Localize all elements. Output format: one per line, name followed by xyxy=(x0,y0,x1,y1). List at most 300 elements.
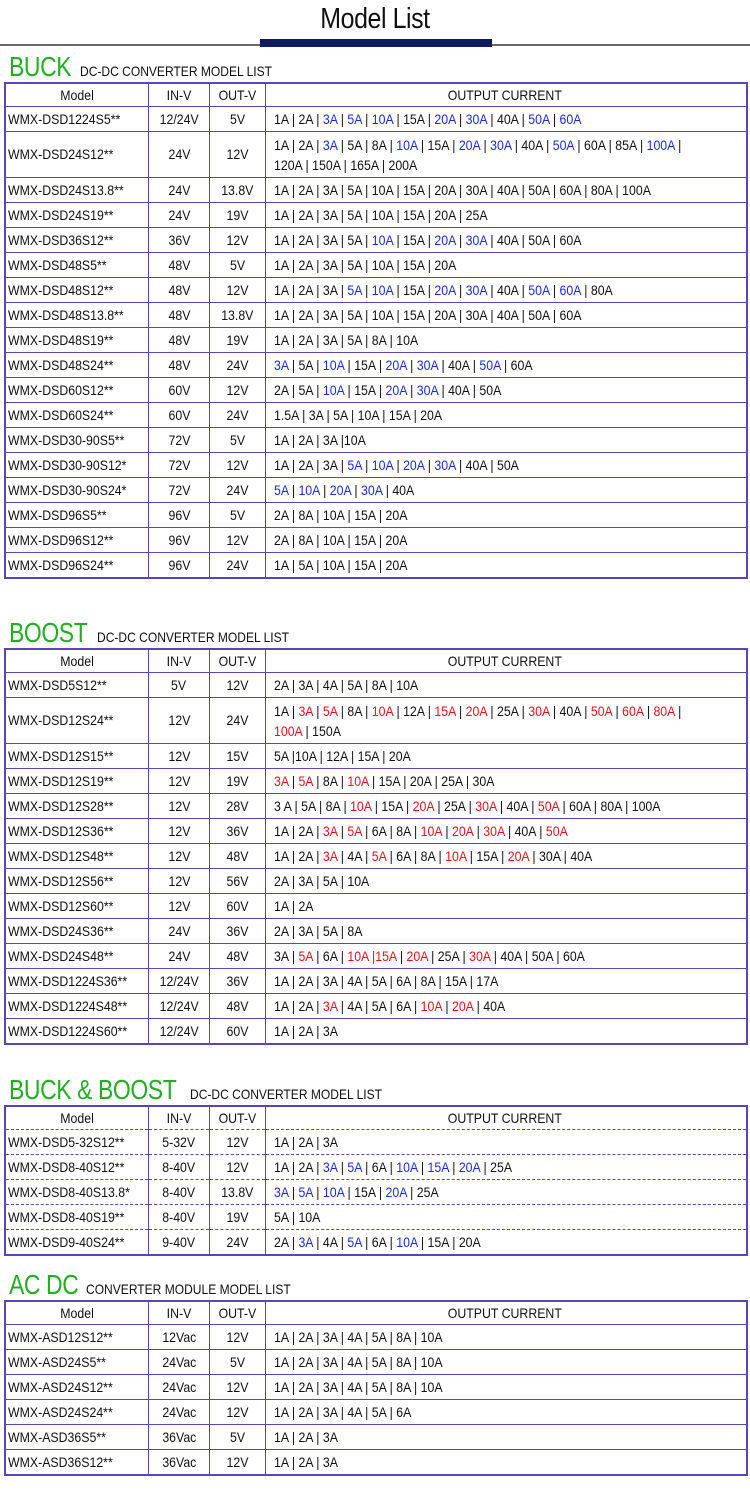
input-voltage-cell-text: 5V xyxy=(171,676,187,693)
output-voltage-cell-text: 5V xyxy=(229,110,246,127)
current-value: 25A xyxy=(416,1183,439,1200)
output-voltage-cell-text: 12V xyxy=(226,231,249,248)
output-current-cell xyxy=(266,1325,748,1350)
output-current-cell xyxy=(266,428,748,453)
current-value: 4A xyxy=(347,997,362,1014)
current-value: 3 A xyxy=(274,797,292,814)
boost-section xyxy=(0,616,750,1045)
output-current-list: 5A | 10A | 20A | 30A | 40A xyxy=(274,481,415,498)
input-voltage-cell xyxy=(149,378,210,403)
header-model xyxy=(5,1301,149,1325)
current-value: 10A xyxy=(371,306,394,323)
current-value: 10A xyxy=(371,206,394,223)
current-value: 15A xyxy=(403,306,425,323)
current-value-highlighted: 10A xyxy=(420,822,442,839)
model-cell xyxy=(5,769,149,794)
model-cell-text: WMX-DSD12S48** xyxy=(8,847,114,864)
current-value-highlighted: 10A |15A xyxy=(347,947,397,964)
current-value-highlighted: 30A xyxy=(361,481,383,498)
input-voltage-cell-text: 12V xyxy=(168,712,190,728)
current-value: 2A xyxy=(298,1378,313,1395)
current-value: 15A xyxy=(403,281,425,298)
model-cell xyxy=(5,328,149,353)
model-cell xyxy=(5,503,149,528)
output-voltage-cell xyxy=(210,203,266,228)
input-voltage-cell-text: 36Vac xyxy=(161,1428,197,1445)
input-voltage-cell xyxy=(149,503,210,528)
current-value: 5A xyxy=(298,356,313,373)
output-voltage-cell-text: 12V xyxy=(226,1328,249,1345)
model-cell xyxy=(5,744,149,769)
table-row xyxy=(5,1425,747,1450)
model-cell xyxy=(5,819,149,844)
input-voltage-cell xyxy=(149,428,210,453)
model-cell xyxy=(5,1375,149,1400)
table-row xyxy=(5,528,747,553)
output-voltage-cell xyxy=(210,819,266,844)
current-value: 2A xyxy=(298,1022,313,1039)
input-voltage-cell-text: 96V xyxy=(168,556,190,573)
model-cell-text: WMX-DSD12S60** xyxy=(8,897,114,914)
current-value: 1A xyxy=(274,1328,289,1345)
output-voltage-cell xyxy=(210,1450,266,1476)
output-voltage-cell-text: 48V xyxy=(226,997,249,1014)
current-value: 1A xyxy=(274,1378,289,1395)
model-cell xyxy=(5,1230,149,1256)
model-cell-text: WMX-DSD30-90S24* xyxy=(8,481,127,498)
current-value: 5A xyxy=(371,1378,387,1395)
current-value: 5A |10A xyxy=(274,747,317,764)
current-value-highlighted: 30A xyxy=(528,703,550,719)
current-value-highlighted: 10A xyxy=(298,481,320,498)
model-cell xyxy=(5,107,149,132)
header-out-v-text: OUT-V xyxy=(218,86,257,103)
input-voltage-cell xyxy=(149,203,210,228)
output-current-list: 3A | 5A | 8A | 10A | 15A | 20A | 25A | 30A xyxy=(274,772,495,789)
output-current-list: 1A | 2A | 3A xyxy=(274,1428,338,1445)
output-voltage-cell-text: 19V xyxy=(226,331,249,348)
output-voltage-cell-text: 24V xyxy=(226,1233,249,1250)
current-value: 3A xyxy=(322,206,338,223)
input-voltage-cell xyxy=(149,328,210,353)
current-value: 5A xyxy=(347,306,362,323)
output-voltage-cell xyxy=(210,278,266,303)
model-cell-text: WMX-DSD12S19** xyxy=(8,772,114,789)
current-value: 2A xyxy=(298,1453,313,1470)
output-current-list: 3A | 5A | 10A | 15A | 20A | 25A xyxy=(274,1183,439,1200)
output-voltage-cell-text: 13.8V xyxy=(221,181,254,198)
output-current-cell xyxy=(266,378,748,403)
output-current-cell xyxy=(266,1400,748,1425)
output-current-cell xyxy=(266,453,748,478)
model-cell xyxy=(5,698,149,744)
current-value: 40A xyxy=(559,703,581,719)
output-voltage-cell xyxy=(210,1155,266,1180)
current-value: 1A xyxy=(274,1133,289,1150)
output-voltage-cell xyxy=(210,869,266,894)
output-current-cell xyxy=(266,132,748,178)
current-value-highlighted: 3A xyxy=(322,847,338,864)
output-voltage-cell-text: 24V xyxy=(226,406,249,423)
model-cell xyxy=(5,303,149,328)
output-voltage-cell-text: 36V xyxy=(226,922,249,939)
header-output-current-text: OUTPUT CURRENT xyxy=(447,86,563,103)
current-value: 40A xyxy=(570,847,593,864)
current-value: 8A xyxy=(322,772,338,789)
output-current-list: 2A | 3A | 4A | 5A | 6A | 10A | 15A | 20A xyxy=(274,1233,481,1250)
current-value: 3A xyxy=(322,972,338,989)
output-current-cell xyxy=(266,278,748,303)
current-value: 3A xyxy=(322,1328,338,1345)
output-voltage-cell-text: 60V xyxy=(226,1022,249,1039)
input-voltage-cell-text: 12/24V xyxy=(159,972,199,989)
model-cell xyxy=(5,528,149,553)
input-voltage-cell-text: 96V xyxy=(168,506,190,523)
table-row xyxy=(5,744,747,769)
current-value: 2A xyxy=(298,281,313,298)
input-voltage-cell-text: 48V xyxy=(168,281,190,298)
current-value: 40A xyxy=(496,281,519,298)
output-voltage-cell-text: 15V xyxy=(226,747,249,764)
output-current-list: 3A | 5A | 10A | 15A | 20A | 30A | 40A | 50A | 60A xyxy=(274,356,533,373)
header-in-v xyxy=(149,83,210,107)
output-voltage-cell xyxy=(210,769,266,794)
table-header-row xyxy=(5,83,747,107)
model-cell-text: WMX-DSD48S24** xyxy=(8,356,114,373)
model-cell xyxy=(5,453,149,478)
output-current-list: 1.5A | 3A | 5A | 10A | 15A | 20A xyxy=(274,406,443,423)
current-value: 25A xyxy=(465,206,488,223)
buck-and-boost-heading-subtitle: DC-DC CONVERTER MODEL LIST xyxy=(190,1086,382,1102)
output-voltage-cell xyxy=(210,1400,266,1425)
current-value-highlighted: 100A xyxy=(274,723,303,739)
current-value: 5A xyxy=(298,556,313,573)
current-value: 50A xyxy=(496,456,519,473)
output-current-cell xyxy=(266,1205,748,1230)
table-row xyxy=(5,1325,747,1350)
current-value: 1A xyxy=(274,137,289,153)
current-value-highlighted: 10A xyxy=(396,137,418,153)
output-voltage-cell xyxy=(210,994,266,1019)
current-value: 15A xyxy=(445,972,467,989)
model-cell-text: WMX-DSD12S36** xyxy=(8,822,114,839)
input-voltage-cell xyxy=(149,1019,210,1045)
output-voltage-cell xyxy=(210,228,266,253)
output-current-list: 1A | 2A | 3A | 5A | 6A | 8A | 10A | 20A | 30A | 40A | 50A xyxy=(274,822,568,839)
ac-dc-heading xyxy=(0,1268,750,1300)
model-cell-text: WMX-DSD24S13.8** xyxy=(8,181,124,198)
output-current-list: 1A | 2A | 3A | 5A | 10A | 15A | 20A | 30A | 40A | 50A | 60A xyxy=(274,231,582,248)
current-value: 8A xyxy=(396,1353,411,1370)
table-row xyxy=(5,553,747,579)
output-voltage-cell-text: 12V xyxy=(226,1133,249,1150)
current-value: 50A xyxy=(528,231,550,248)
output-voltage-cell xyxy=(210,1130,266,1155)
current-value: 10A xyxy=(357,406,379,423)
current-value: 5A xyxy=(371,1328,387,1345)
current-value: 20A xyxy=(458,1233,481,1250)
current-value: 3A xyxy=(308,406,324,423)
model-cell xyxy=(5,132,149,178)
current-value-highlighted: 30A xyxy=(434,456,456,473)
current-value: 40A xyxy=(448,356,470,373)
output-current-list: 1A | 2A | 3A | 5A | 10A | 15A | 20A | 25A xyxy=(274,206,488,223)
current-value: 60A xyxy=(559,181,581,198)
current-value-highlighted: 20A xyxy=(458,1158,481,1175)
current-value: 4A xyxy=(322,1233,338,1250)
output-current-list: 3 A | 5A | 8A | 10A | 15A | 20A | 25A | 30A | 40A | 50A | 60A | 80A | 100A xyxy=(274,797,661,814)
current-value: 5A xyxy=(298,381,313,398)
current-value-highlighted: 30A xyxy=(469,947,491,964)
header-model-text: Model xyxy=(60,1304,94,1321)
output-current-list: 1A | 2A | 3A | 5A | 10A | 15A | 20A | 30A | 40A | 50A | 60A | 80A xyxy=(274,281,613,298)
current-value-highlighted: 50A xyxy=(552,137,574,153)
output-voltage-cell-text: 12V xyxy=(226,676,249,693)
current-value: 10A xyxy=(371,181,394,198)
current-value: 3A xyxy=(322,456,338,473)
current-value: 1A xyxy=(274,181,289,198)
model-cell-text: WMX-DSD30-90S12* xyxy=(8,456,127,473)
current-value: 4A xyxy=(347,1328,362,1345)
model-cell xyxy=(5,403,149,428)
header-output-current-text: OUTPUT CURRENT xyxy=(447,1109,563,1126)
output-current-cell xyxy=(266,1155,748,1180)
table-row xyxy=(5,503,747,528)
current-value-highlighted: 3A xyxy=(274,356,289,373)
current-value: 2A xyxy=(298,972,313,989)
current-value-highlighted: 20A xyxy=(329,481,351,498)
header-out-v-text: OUT-V xyxy=(218,1109,257,1126)
output-current-cell xyxy=(266,1375,748,1400)
output-current-cell xyxy=(266,794,748,819)
current-value-highlighted: 5A xyxy=(298,1183,313,1200)
input-voltage-cell-text: 72V xyxy=(168,456,190,473)
table-header-row xyxy=(5,1106,747,1130)
model-cell xyxy=(5,1350,149,1375)
current-value-highlighted: 5A xyxy=(298,947,313,964)
model-cell-text: WMX-DSD1224S5** xyxy=(8,110,121,127)
current-value-highlighted: 3A xyxy=(274,772,289,789)
input-voltage-cell xyxy=(149,178,210,203)
current-value: 40A xyxy=(496,110,519,127)
output-voltage-cell-text: 5V xyxy=(229,256,246,273)
table-row xyxy=(5,698,747,744)
output-voltage-cell xyxy=(210,944,266,969)
model-cell-text: WMX-DSD24S36** xyxy=(8,922,114,939)
current-value-highlighted: 10A xyxy=(371,281,394,298)
model-cell-text: WMX-DSD12S15** xyxy=(8,747,114,764)
output-current-list: 1A | 5A | 10A | 15A | 20A xyxy=(274,556,408,573)
current-value: 3A |10A xyxy=(322,431,366,448)
current-value: 15A xyxy=(354,531,376,548)
current-value-highlighted: 20A xyxy=(451,822,474,839)
current-value: 3A xyxy=(322,1453,338,1470)
current-value: 3A xyxy=(298,676,313,693)
current-value-highlighted: 5A xyxy=(322,703,338,719)
table-row xyxy=(5,478,747,503)
current-value: 1A xyxy=(274,306,289,323)
output-current-list: 1A | 2A | 3A | 4A | 5A | 8A | 10A xyxy=(274,1353,443,1370)
input-voltage-cell-text: 24Vac xyxy=(161,1378,197,1395)
output-current-list: 1A | 2A | 3A xyxy=(274,1453,338,1470)
current-value: 5A xyxy=(301,797,316,814)
current-value: 1A xyxy=(274,972,289,989)
output-voltage-cell-text: 12V xyxy=(226,1378,249,1395)
current-value: 2A xyxy=(274,676,289,693)
output-current-list: 1A | 2A | 3A | 4A | 5A | 6A | 10A | 20A | 40A xyxy=(274,997,506,1014)
current-value-highlighted: 15A xyxy=(427,1158,449,1175)
current-value: 15A xyxy=(354,356,376,373)
input-voltage-cell xyxy=(149,769,210,794)
current-value: 20A xyxy=(434,206,456,223)
current-value-highlighted: 3A xyxy=(322,110,338,127)
header-model xyxy=(5,649,149,673)
model-cell-text: WMX-DSD24S12** xyxy=(8,146,114,162)
table-row xyxy=(5,1180,747,1205)
current-value: 3A xyxy=(322,1403,338,1420)
current-value-highlighted: 10A xyxy=(445,847,467,864)
current-value: 80A xyxy=(600,797,622,814)
output-current-cell xyxy=(266,228,748,253)
table-row xyxy=(5,794,747,819)
current-value: 10A xyxy=(396,331,419,348)
model-cell-text: WMX-ASD36S12** xyxy=(8,1453,113,1470)
input-voltage-cell-text: 60V xyxy=(168,381,190,398)
current-value: 5A xyxy=(371,1403,387,1420)
current-value: 3A xyxy=(322,1022,338,1039)
header-out-v xyxy=(210,649,266,673)
model-cell xyxy=(5,794,149,819)
current-value: 2A xyxy=(274,1233,289,1250)
table-row xyxy=(5,228,747,253)
input-voltage-cell-text: 12Vac xyxy=(161,1328,197,1345)
output-voltage-cell xyxy=(210,673,266,698)
current-value-highlighted: 10A xyxy=(396,1158,418,1175)
table-row xyxy=(5,428,747,453)
output-voltage-cell xyxy=(210,794,266,819)
current-value: 5A xyxy=(333,406,348,423)
buck-section xyxy=(0,50,750,579)
output-current-list: 1A | 2A | 3A | 5A | 10A | 15A | 20A xyxy=(274,256,457,273)
output-current-list: 2A | 3A | 5A | 8A xyxy=(274,922,363,939)
table-row xyxy=(5,1375,747,1400)
current-value: 20A xyxy=(434,306,456,323)
output-voltage-cell xyxy=(210,528,266,553)
current-value-highlighted: 3A xyxy=(322,1158,338,1175)
current-value: 1A xyxy=(274,110,289,127)
output-voltage-cell xyxy=(210,744,266,769)
current-value: 10A xyxy=(396,676,419,693)
output-voltage-cell xyxy=(210,132,266,178)
output-voltage-cell-text: 19V xyxy=(226,206,249,223)
output-voltage-cell xyxy=(210,428,266,453)
input-voltage-cell-text: 24V xyxy=(168,146,190,162)
current-value: 40A xyxy=(521,137,543,153)
current-value-highlighted: 20A xyxy=(507,847,529,864)
output-voltage-cell xyxy=(210,253,266,278)
model-cell xyxy=(5,228,149,253)
input-voltage-cell-text: 60V xyxy=(168,406,190,423)
model-cell xyxy=(5,253,149,278)
current-value: 2A xyxy=(298,206,313,223)
header-output-current xyxy=(266,1106,748,1130)
current-value: 2A xyxy=(298,1158,313,1175)
ac-dc-section xyxy=(0,1268,750,1476)
output-voltage-cell-text: 5V xyxy=(229,1353,246,1370)
current-value: 60A xyxy=(562,947,585,964)
current-value: 1A xyxy=(274,1403,289,1420)
buck-heading-subtitle: DC-DC CONVERTER MODEL LIST xyxy=(80,63,272,79)
current-value: 15A xyxy=(378,772,400,789)
header-model xyxy=(5,1106,149,1130)
current-value-highlighted: 3A xyxy=(298,703,313,719)
current-value-highlighted: 10A xyxy=(371,231,394,248)
current-value-highlighted: 10A xyxy=(347,772,369,789)
output-voltage-cell-text: 12V xyxy=(226,381,249,398)
output-voltage-cell-text: 12V xyxy=(226,1158,249,1175)
buck-and-boost-heading-title: BUCK & BOOST xyxy=(9,1074,177,1105)
current-value: 1.5A xyxy=(274,406,299,423)
input-voltage-cell-text: 12/24V xyxy=(159,110,199,127)
current-value: 1A xyxy=(274,556,289,573)
model-cell-text: WMX-DSD24S19** xyxy=(8,206,114,223)
input-voltage-cell-text: 8-40V xyxy=(162,1183,196,1200)
current-value-highlighted: 30A xyxy=(483,822,505,839)
current-value: 50A xyxy=(528,181,550,198)
header-in-v-text: IN-V xyxy=(166,652,192,669)
output-current-cell xyxy=(266,1019,748,1045)
current-value: 15A xyxy=(403,110,425,127)
current-value: 3A xyxy=(322,331,338,348)
input-voltage-cell xyxy=(149,1180,210,1205)
current-value: 2A xyxy=(298,110,313,127)
output-voltage-cell-text: 24V xyxy=(226,556,249,573)
current-value: 150A xyxy=(312,157,341,173)
buck-heading xyxy=(0,50,750,82)
output-current-cell xyxy=(266,503,748,528)
current-value: 40A xyxy=(496,181,519,198)
input-voltage-cell xyxy=(149,1350,210,1375)
current-value: 4A xyxy=(347,1378,362,1395)
current-value-highlighted: 30A xyxy=(475,797,497,814)
input-voltage-cell xyxy=(149,894,210,919)
output-current-list: 3A | 5A | 6A | 10A |15A | 20A | 25A | 30A | 40A | 50A | 60A xyxy=(274,947,585,964)
current-value: 2A xyxy=(298,847,313,864)
model-cell xyxy=(5,673,149,698)
current-value: 6A xyxy=(396,1403,412,1420)
current-value: 2A xyxy=(274,506,289,523)
output-current-cell xyxy=(266,1350,748,1375)
current-value-highlighted: 15A xyxy=(434,703,456,719)
current-value: 8A xyxy=(347,703,362,719)
current-value: 2A xyxy=(274,872,289,889)
output-current-list: 1A | 2A | 3A | 5A | 10A | 15A | 20A | 30A | 40A | 50A | 60A | 80A | 100A xyxy=(274,181,651,198)
output-voltage-cell-text: 28V xyxy=(226,797,249,814)
output-voltage-cell-text: 12V xyxy=(226,146,249,162)
model-cell xyxy=(5,994,149,1019)
current-value-highlighted: 10A xyxy=(396,1233,418,1250)
output-voltage-cell-text: 36V xyxy=(226,972,249,989)
output-current-cell xyxy=(266,919,748,944)
output-voltage-cell-text: 5V xyxy=(229,431,246,448)
header-in-v-text: IN-V xyxy=(166,1109,192,1126)
current-value: 50A xyxy=(479,381,502,398)
current-value-highlighted: 5A xyxy=(298,772,313,789)
current-value: 2A xyxy=(298,1403,313,1420)
table-row xyxy=(5,378,747,403)
current-value: 4A xyxy=(347,1403,362,1420)
model-cell xyxy=(5,353,149,378)
